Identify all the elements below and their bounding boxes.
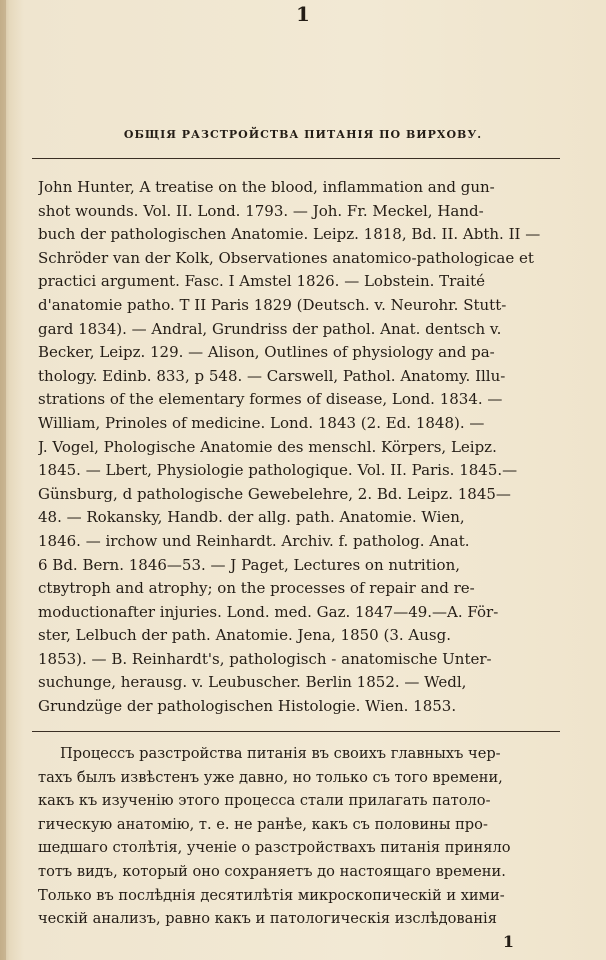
bibliography-line: practici argument. Fasc. I Amstel 1826. — Lobstein. Traité <box>38 272 485 291</box>
binding-shadow <box>0 0 6 960</box>
bibliography-line: John Hunter, A treatise on the blood, inflammation and gun- <box>38 178 495 196</box>
paragraph-line: Процессъ разстройства питанія въ своихъ главныхъ чер- <box>60 745 501 762</box>
bibliography-line: buch der pathologischen Anatomie. Leipz. 1818, Bd. II. Abth. II — <box>38 225 541 244</box>
bibliography-line: Grundzüge der pathologischen Histologie. Wien. 1853. <box>38 697 457 716</box>
bibliography-block <box>38 176 560 719</box>
bibliography-line: 6 Bd. Bern. 1846—53. — J Paget, Lectures on nutrition, <box>38 555 460 574</box>
bibliography-line: William, Prinoles of medicine. Lond. 1843 (2. Ed. 1848). — <box>38 413 485 432</box>
section-title: ОБЩІЯ РАЗСТРОЙСТВА ПИТАНІЯ ПО ВИРХОВУ. <box>123 128 483 141</box>
bibliography-line: 1846. — irchow und Reinhardt. Archiv. f. patholog. Anat. <box>38 531 470 550</box>
bibliography-line: 1853). — B. Reinhardt's, pathologisch - anatomische Unter- <box>38 649 492 668</box>
paragraph-line: тотъ видъ, который оно сохраняетъ до настоящаго времени. <box>38 862 506 880</box>
bibliography-line: d'anatomie patho. T II Paris 1829 (Deutsch. v. Neurohr. Stutt- <box>38 295 507 314</box>
body-paragraph <box>38 742 560 931</box>
page-number: 1 <box>296 2 310 26</box>
bibliography-line: suchunge, herausg. v. Leubuscher. Berlin 1852. — Wedl, <box>38 673 467 692</box>
bibliography-line: strations of the elementary formes of disease, Lond. 1834. — <box>38 390 503 409</box>
paragraph-line: тахъ былъ извѣстенъ уже давно, но только съ того времени, <box>38 768 503 786</box>
bibliography-line: Schröder van der Kolk, Observationes anatomico-pathologicae et <box>38 248 534 267</box>
bibliography-line: ctвytroph and atrophy; on the processes of repair and re- <box>38 579 475 598</box>
bibliography-line: thology. Edinb. 833, p 548. — Carswell, Pathol. Anatomy. Illu- <box>38 366 506 385</box>
bibliography-line: J. Vogel, Phologische Anatomie des menschl. Körpers, Leipz. <box>38 437 497 456</box>
bibliography-line: moductionafter injuries. Lond. med. Gaz. 1847—49.—A. För- <box>38 602 499 621</box>
bibliography-line: shot wounds. Vol. II. Lond. 1793. — Joh. Fr. Meckel, Hand- <box>38 201 484 220</box>
bibliography-line: 48. — Rokansky, Handb. der allg. path. Anatomie. Wien, <box>38 508 465 527</box>
bibliography-line: gard 1834). — Andral, Grundriss der pathol. Anat. dentsch v. <box>38 319 502 338</box>
paragraph-line: шедшаго столѣтія, ученіе о разстройствахъ питанія приняло <box>38 839 511 857</box>
bibliography-line: 1845. — Lbert, Physiologie pathologique. Vol. II. Paris. 1845.— <box>38 461 518 480</box>
divider-bottom <box>32 731 560 732</box>
signature-mark: 1 <box>502 932 514 951</box>
bibliography-line: ster, Lelbuch der path. Anatomie. Jena, 1850 (3. Ausg. <box>38 626 451 645</box>
bibliography-line: Becker, Leipz. 129. — Alison, Outlines of physiology and pa- <box>38 343 495 362</box>
paragraph-line: ческій анализъ, равно какъ и патологическія изслѣдованія <box>38 910 497 928</box>
paragraph-line: Только въ послѣднія десятилѣтія микроскопическій и хими- <box>38 886 505 904</box>
divider-top <box>32 158 560 159</box>
paragraph-line: гическую анатомію, т. е. не ранѣе, какъ съ половины про- <box>38 815 488 833</box>
paragraph-line: какъ къ изученію этого процесса стали прилагать патоло- <box>38 792 491 810</box>
bibliography-line: Günsburg, d pathologische Gewebelehre, 2. Bd. Leipz. 1845— <box>38 484 511 503</box>
